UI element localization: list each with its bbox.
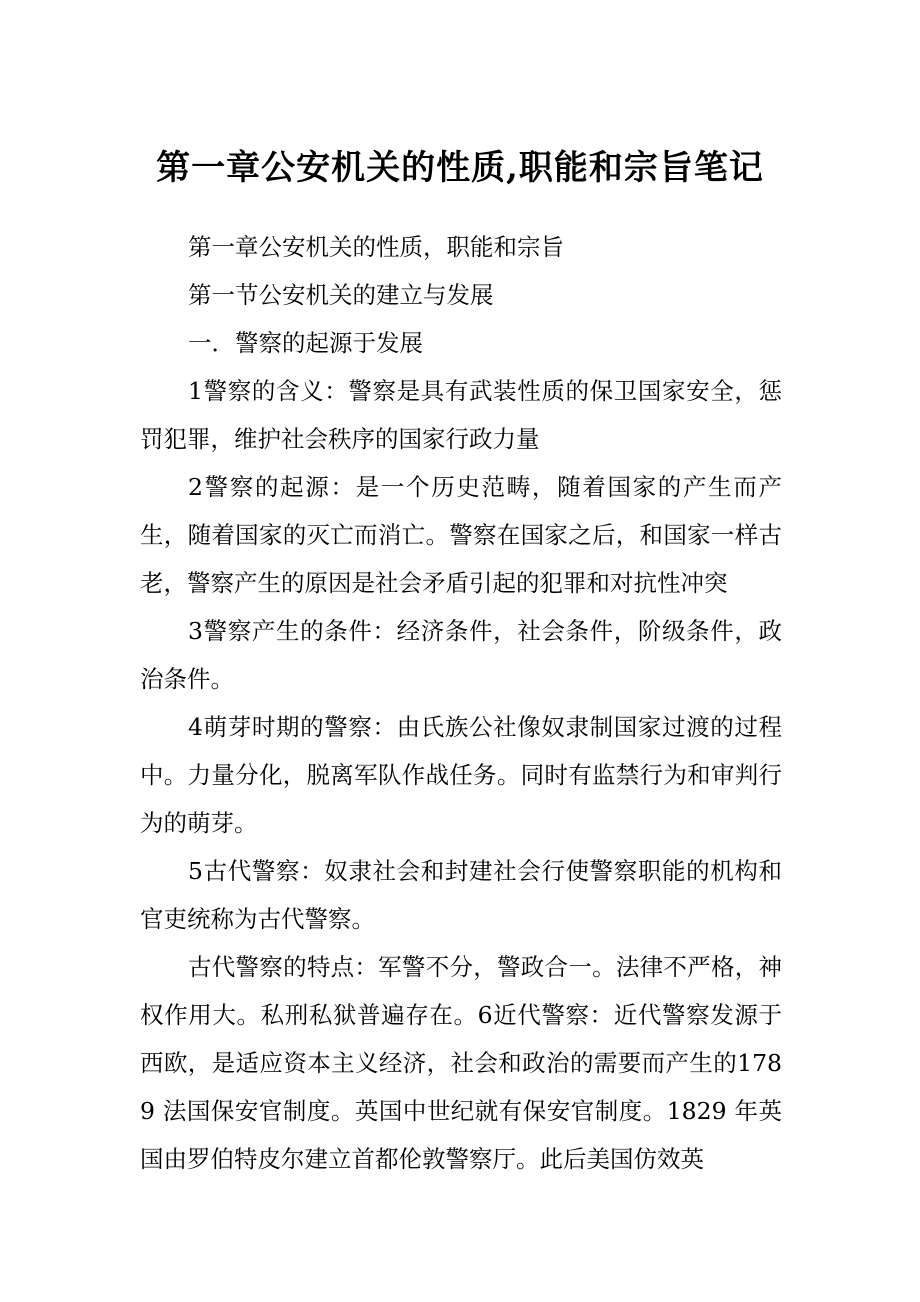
paragraph: 1警察的含义：警察是具有武装性质的保卫国家安全，惩罚犯罪，维护社会秩序的国家行政力量: [140, 377, 782, 453]
document-title: 第一章公安机关的性质,职能和宗旨笔记: [156, 148, 764, 188]
paragraph: 一．警察的起源于发展: [188, 329, 423, 357]
document-body: [140, 223, 782, 1183]
paragraph: 第一节公安机关的建立与发展: [188, 281, 494, 309]
paragraph: 第一章公安机关的性质，职能和宗旨: [188, 233, 564, 261]
paragraph: 2警察的起源：是一个历史范畴，随着国家的产生而产生，随着国家的灭亡而消亡。警察在国家之后，和国家一样古老，警察产生的原因是社会矛盾引起的犯罪和对抗性冲突: [140, 473, 782, 597]
paragraph: 4萌芽时期的警察：由氏族公社像奴隶制国家过渡的过程中。力量分化，脱离军队作战任务。同时有监禁行为和审判行为的萌芽。: [140, 713, 782, 837]
paragraph: 古代警察的特点：军警不分，警政合一。法律不严格，神权作用大。私刑私狱普遍存在。6近代警察：近代警察发源于西欧，是适应资本主义经济，社会和政治的需要而产生的1789 法国保安官制度。英国中世纪就有保安官制度。1829 年英国由罗伯特皮尔建立首都伦敦警察厅。此后美国仿效英: [140, 953, 782, 1173]
paragraph: 3警察产生的条件：经济条件，社会条件，阶级条件，政治条件。: [140, 617, 782, 693]
paragraph: 5古代警察：奴隶社会和封建社会行使警察职能的机构和官吏统称为古代警察。: [140, 857, 782, 933]
